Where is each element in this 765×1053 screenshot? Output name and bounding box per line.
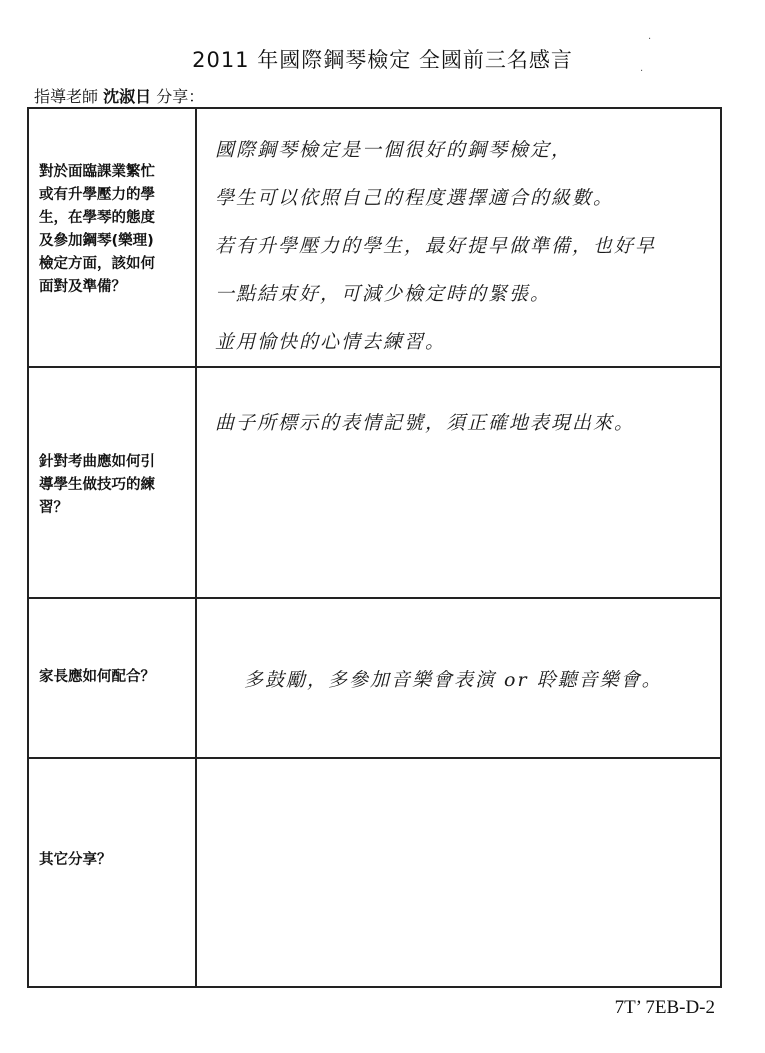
teacher-name: 沈淑日 bbox=[103, 87, 152, 106]
question-2: 針對考曲應如何引 導學生做技巧的練 習？ bbox=[39, 454, 155, 516]
scan-speck: · bbox=[648, 34, 652, 45]
scan-speck: · bbox=[640, 66, 644, 77]
answer-1-line: 國際鋼琴檢定是一個很好的鋼琴檢定， bbox=[215, 139, 573, 161]
share-label: 分享： bbox=[156, 87, 205, 106]
answer-1-line: 學生可以依照自己的程度選擇適合的級數。 bbox=[215, 187, 615, 209]
answer-3-line: 多鼓勵，多參加音樂會表演 or 聆聽音樂會。 bbox=[244, 669, 663, 691]
page-title: 2011 年國際鋼琴檢定 全國前三名感言 bbox=[192, 48, 573, 72]
answer-3 bbox=[244, 656, 744, 704]
answer-1-line: 並用愉快的心情去練習。 bbox=[215, 331, 447, 353]
page-code: 7T’ 7EB-D-2 bbox=[614, 997, 715, 1018]
answer-2 bbox=[215, 399, 715, 447]
answer-1-line: 一點結束好，可減少檢定時的緊張。 bbox=[215, 283, 552, 305]
answer-1-line: 若有升學壓力的學生，最好提早做準備，也好早 bbox=[215, 235, 657, 257]
answer-1 bbox=[215, 126, 715, 366]
column-divider bbox=[195, 109, 197, 986]
teacher-line bbox=[34, 84, 204, 107]
question-4: 其它分享？ bbox=[39, 852, 112, 868]
row-divider bbox=[29, 366, 720, 368]
qa-form bbox=[27, 107, 722, 988]
question-3: 家長應如何配合？ bbox=[39, 669, 155, 685]
row-divider bbox=[29, 597, 720, 599]
answer-2-line: 曲子所標示的表情記號，須正確地表現出來。 bbox=[215, 412, 636, 434]
row-divider bbox=[29, 757, 720, 759]
question-1: 對於面臨課業繁忙 或有升學壓力的學 生，在學琴的態度 及參加鋼琴(樂理) 檢定方面，該如何 面對及準備？ bbox=[39, 164, 155, 295]
teacher-label: 指導老師 bbox=[34, 87, 99, 106]
